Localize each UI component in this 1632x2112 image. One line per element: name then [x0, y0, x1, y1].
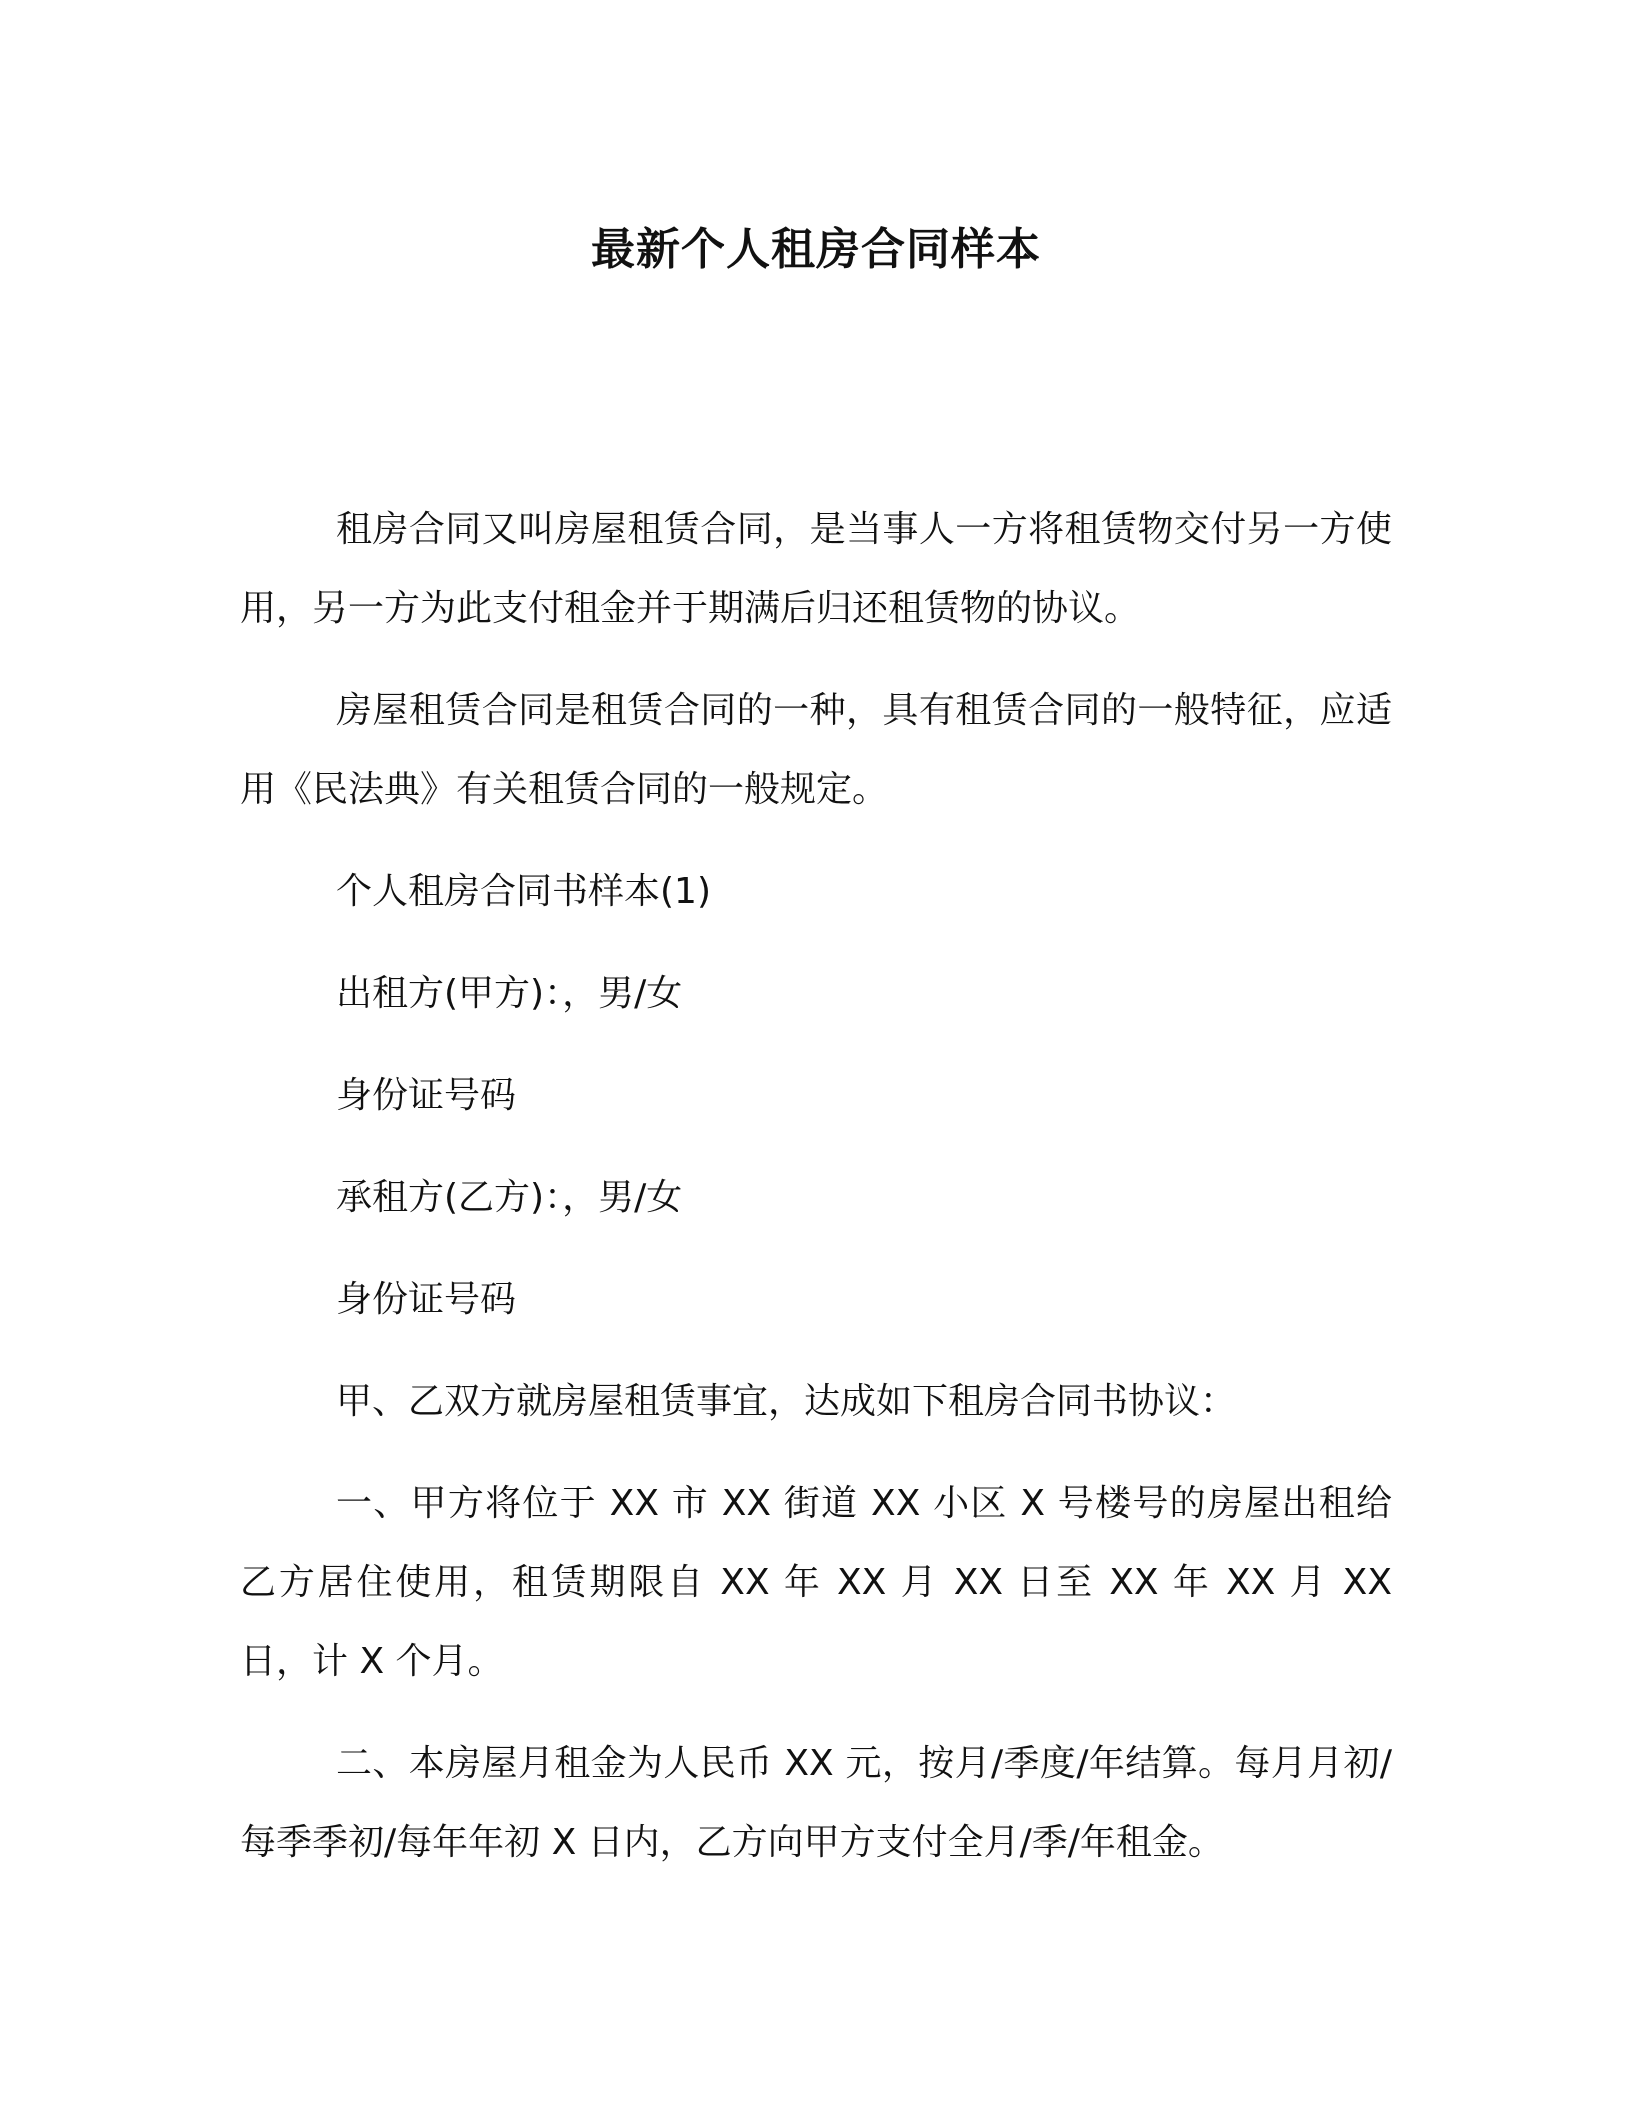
- paragraph-agreement-intro: 甲、乙双方就房屋租赁事宜，达成如下租房合同书协议：: [336, 1381, 1237, 1422]
- paragraph-lessor-id: 身份证号码: [336, 1075, 517, 1116]
- paragraph-lessee-id: 身份证号码: [336, 1279, 517, 1320]
- paragraph-lessee: 承租方(乙方)：，男/女: [336, 1177, 683, 1218]
- document-body: [240, 490, 1392, 1905]
- paragraph-clause-1: 一、甲方将位于 XX 市 XX 街道 XX 小区 X 号楼号的房屋出租给乙方居住使用，租赁期限自 XX 年 XX 月 XX 日至 XX 年 XX 月 XX 日，计 X 个月。: [240, 1483, 1392, 1682]
- paragraph-sample-heading: 个人租房合同书样本(1): [336, 871, 711, 912]
- paragraph-intro: 租房合同又叫房屋租赁合同，是当事人一方将租赁物交付另一方使用，另一方为此支付租金并于期满后归还租赁物的协议。: [240, 509, 1392, 629]
- document-title: 最新个人租房合同样本: [591, 224, 1041, 275]
- paragraph-legal-basis: 房屋租赁合同是租赁合同的一种，具有租赁合同的一般特征，应适用《民法典》有关租赁合同的一般规定。: [240, 690, 1392, 810]
- paragraph-lessor: 出租方(甲方)：，男/女: [336, 973, 683, 1014]
- paragraph-clause-2: 二、本房屋月租金为人民币 XX 元，按月/季度/年结算。每月月初/每季季初/每年年初 X 日内，乙方向甲方支付全月/季/年租金。: [240, 1743, 1392, 1863]
